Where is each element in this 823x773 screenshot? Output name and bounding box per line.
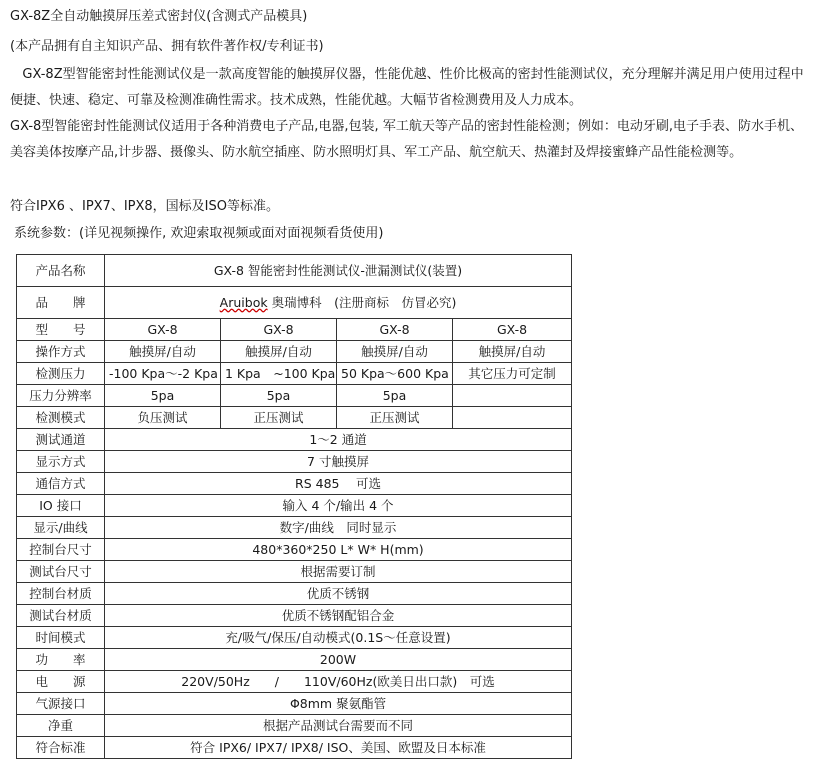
row-value: 数字/曲线 同时显示 (105, 517, 572, 539)
row-label: 时间模式 (17, 627, 105, 649)
row-label: 净重 (17, 715, 105, 737)
table-row (17, 715, 572, 737)
row-value: 根据需要订制 (105, 561, 572, 583)
table-row (17, 671, 572, 693)
spec-rows (17, 429, 572, 759)
row-value: 优质不锈钢配铝合金 (105, 605, 572, 627)
row-label: 通信方式 (17, 473, 105, 495)
brand-cell (105, 287, 572, 319)
row-label: 控制台材质 (17, 583, 105, 605)
product-name-value: GX-8 智能密封性能测试仪-泄漏测试仪(装置) (105, 255, 572, 287)
table-row (17, 605, 572, 627)
mode-cell: 负压测试 (105, 407, 221, 429)
resolution-label: 压力分辨率 (17, 385, 105, 407)
table-row (17, 429, 572, 451)
resolution-cell: 5pa (105, 385, 221, 407)
operation-label: 操作方式 (17, 341, 105, 363)
table-row (17, 649, 572, 671)
mode-cell (453, 407, 572, 429)
operation-cell: 触摸屏/自动 (453, 341, 572, 363)
operation-cell: 触摸屏/自动 (337, 341, 453, 363)
usage-paragraph: GX-8型智能密封性能测试仪适用于各种消费电子产品,电器,包装, 军工航天等产品的密封性能检测；例如：电动牙刷,电子手表、防水手机、美容美体按摩产品,计步器、摄像头、防水航空插座、防水照明灯具、军工产品、航空航天、热灌封及焊接蜜蜂产品性能检测等。 (10, 119, 803, 160)
row-label: 显示方式 (17, 451, 105, 473)
pressure-label: 检测压力 (17, 363, 105, 385)
row-label: 功 率 (17, 649, 105, 671)
params-heading: 系统参数：(详见视频操作, 欢迎索取视频或面对面视频看货使用) (14, 226, 384, 241)
table-row (17, 693, 572, 715)
table-row (17, 495, 572, 517)
intro-paragraph (10, 62, 810, 114)
model-cell: GX-8 (453, 319, 572, 341)
mode-label: 检测模式 (17, 407, 105, 429)
table-row (17, 341, 572, 363)
table-row (17, 583, 572, 605)
pressure-cell: 50 Kpa～600 Kpa (337, 363, 453, 385)
brand-en: Aruibok (219, 294, 268, 310)
model-cell: GX-8 (105, 319, 221, 341)
row-label: 符合标准 (17, 737, 105, 759)
row-value: Φ8mm 聚氨酯管 (105, 693, 572, 715)
resolution-cell: 5pa (221, 385, 337, 407)
row-value: 符合 IPX6/ IPX7/ IPX8/ ISO、美国、欧盟及日本标准 (105, 737, 572, 759)
row-value: 充/吸气/保压/自动模式(0.1S～任意设置) (105, 627, 572, 649)
brand-label: 品 牌 (17, 287, 105, 319)
model-label: 型 号 (17, 319, 105, 341)
row-value: 480*360*250 L* W* H(mm) (105, 539, 572, 561)
row-label: 控制台尺寸 (17, 539, 105, 561)
table-row (17, 539, 572, 561)
pressure-cell: 其它压力可定制 (453, 363, 572, 385)
row-value: 7 寸触摸屏 (105, 451, 572, 473)
model-cell: GX-8 (337, 319, 453, 341)
intro-text: GX-8Z型智能密封性能测试仪是一款高度智能的触摸屏仪器，性能优越、性价比极高的密封性能测试仪，充分理解并满足用户使用过程中便捷、快速、稳定、可靠及检测准确性需求。技术成熟，性能优越。大幅节省检测费用及人力成本。 (10, 67, 804, 108)
row-label: 气源接口 (17, 693, 105, 715)
row-value: 1～2 通道 (105, 429, 572, 451)
table-row (17, 287, 572, 319)
row-value: 220V/50Hz / 110V/60Hz(欧美日出口款) 可选 (105, 671, 572, 693)
table-row (17, 517, 572, 539)
table-row (17, 407, 572, 429)
product-name-label: 产品名称 (17, 255, 105, 287)
spec-table (16, 254, 572, 759)
table-row (17, 627, 572, 649)
resolution-cell (453, 385, 572, 407)
row-label: 测试台尺寸 (17, 561, 105, 583)
operation-cell: 触摸屏/自动 (105, 341, 221, 363)
subtitle: (本产品拥有自主知识产品、拥有软件著作权/专利证书) (10, 39, 324, 54)
row-value: RS 485 可选 (105, 473, 572, 495)
row-value: 根据产品测试台需要而不同 (105, 715, 572, 737)
row-value: 200W (105, 649, 572, 671)
table-row (17, 255, 572, 287)
resolution-cell: 5pa (337, 385, 453, 407)
row-value: 优质不锈钢 (105, 583, 572, 605)
row-label: 测试通道 (17, 429, 105, 451)
standard-paragraph: 符合IPX6 、IPX7、IPX8，国标及ISO等标准。 (10, 199, 280, 214)
pressure-cell: -100 Kpa～-2 Kpa (105, 363, 221, 385)
mode-cell: 正压测试 (221, 407, 337, 429)
table-row (17, 319, 572, 341)
table-row (17, 385, 572, 407)
pressure-cell: 1 Kpa ~100 Kpa (221, 363, 337, 385)
operation-cell: 触摸屏/自动 (221, 341, 337, 363)
row-label: IO 接口 (17, 495, 105, 517)
row-label: 测试台材质 (17, 605, 105, 627)
brand-value: 奥瑞博科 (注册商标 仿冒必究) (271, 294, 457, 310)
row-label: 电 源 (17, 671, 105, 693)
page-title: GX-8Z全自动触摸屏压差式密封仪(含测式产品模具) (10, 9, 308, 24)
table-row (17, 737, 572, 759)
mode-cell: 正压测试 (337, 407, 453, 429)
table-row (17, 473, 572, 495)
table-row (17, 451, 572, 473)
row-label: 显示/曲线 (17, 517, 105, 539)
model-cell: GX-8 (221, 319, 337, 341)
table-row (17, 561, 572, 583)
table-row (17, 363, 572, 385)
row-value: 输入 4 个/输出 4 个 (105, 495, 572, 517)
